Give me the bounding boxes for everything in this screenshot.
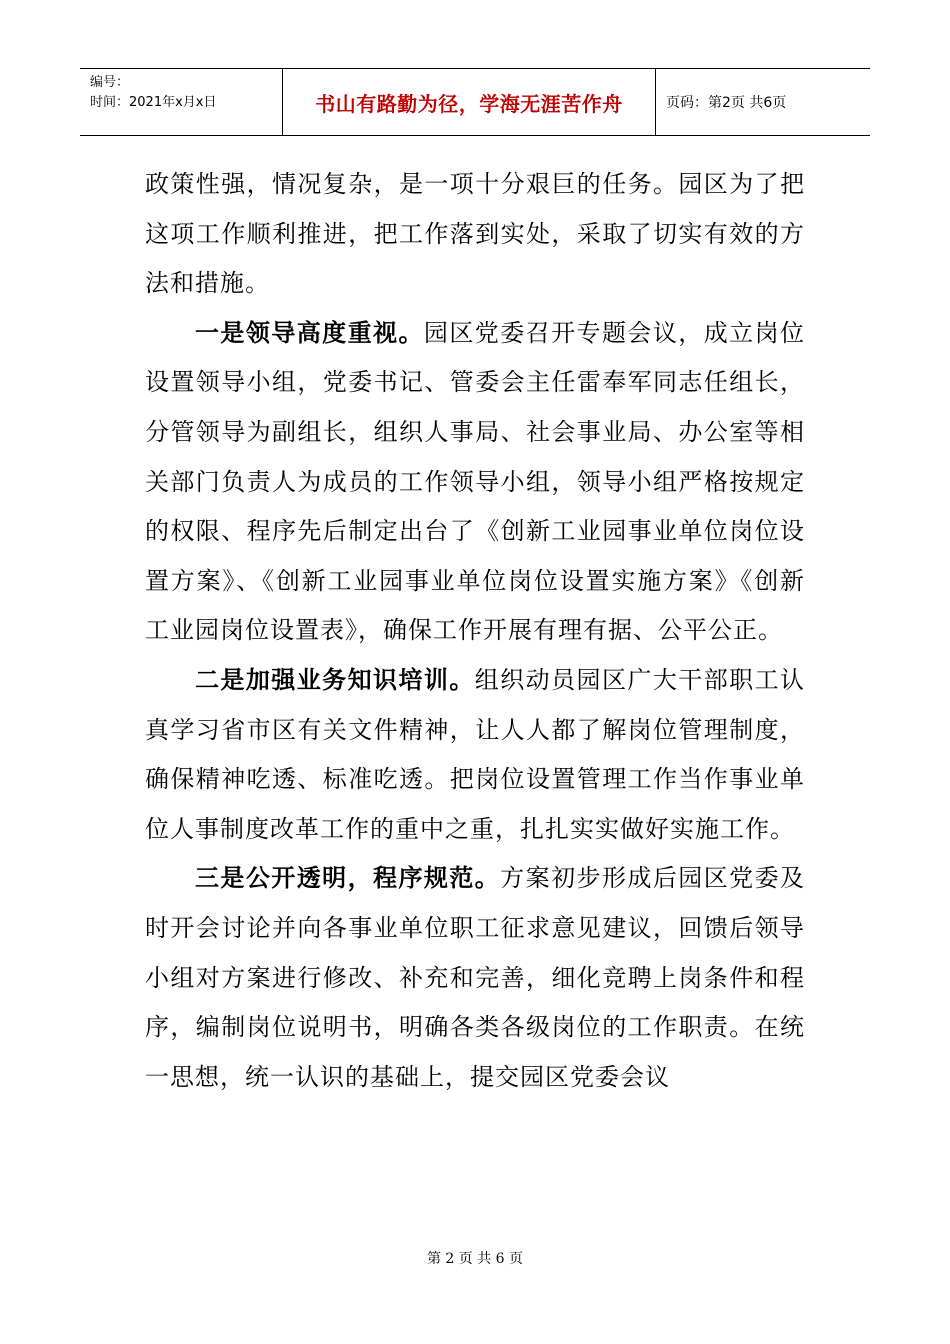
page-footer: 第 2 页 共 6 页 [426,1251,524,1267]
document-number-label: 编号： [90,75,130,90]
paragraph-4-heading: 三是公开透明，程序规范。 [195,864,501,893]
header-motto-cell [282,69,656,135]
header-page-info: 页码：第2页 共6页 [666,95,787,111]
paragraph-3 [145,656,805,854]
paragraph-3-text: 组织动员园区广大干部职工认真学习省市区有关文件精神，让人人都了解岗位管理制度，确保精神吃透、标准吃透。把岗位设置管理工作当作事业单位人事制度改革工作的重中之重，扎扎实实做好实施工作。 [145,665,806,843]
paragraph-2-text: 园区党委召开专题会议，成立岗位设置领导小组，党委书记、管委会主任雷奉军同志任组长，分管领导为副组长，组织人事局、社会事业局、办公室等相关部门负责人为成员的工作领导小组，领导小组严格按规定的权限、程序先后制定出台了《创新工业园事业单位岗位设置方案》、《创新工业园事业单位岗位设置实施方案》《创新工业园岗位设置表》，确保工作开展有理有据、公平公正。 [145,318,806,645]
paragraph-1: 政策性强，情况复杂，是一项十分艰巨的任务。园区为了把这项工作顺利推进，把工作落到实处，采取了切实有效的方法和措施。 [145,170,805,298]
paragraph-3-heading: 二是加强业务知识培训。 [195,665,475,694]
header-meta [80,69,282,135]
header-page-info-cell [656,69,870,135]
header-motto: 书山有路勤为径，学海无涯苦作舟 [315,91,623,116]
paragraph-2-heading: 一是领导高度重视。 [195,318,424,347]
paragraph-4 [145,854,805,1102]
page-header [80,68,870,136]
paragraph-4-text: 方案初步形成后园区党委及时开会讨论并向各事业单位职工征求意见建议，回馈后领导小组对方案进行修改、补充和完善，细化竞聘上岗条件和程序，编制岗位说明书，明确各类各级岗位的工作职责。在统一思想，统一认识的基础上，提交园区党委会议 [145,864,806,1091]
document-body [145,160,805,1102]
document-time-label: 时间：2021年x月x日 [90,95,217,110]
paragraph-2 [145,309,805,656]
